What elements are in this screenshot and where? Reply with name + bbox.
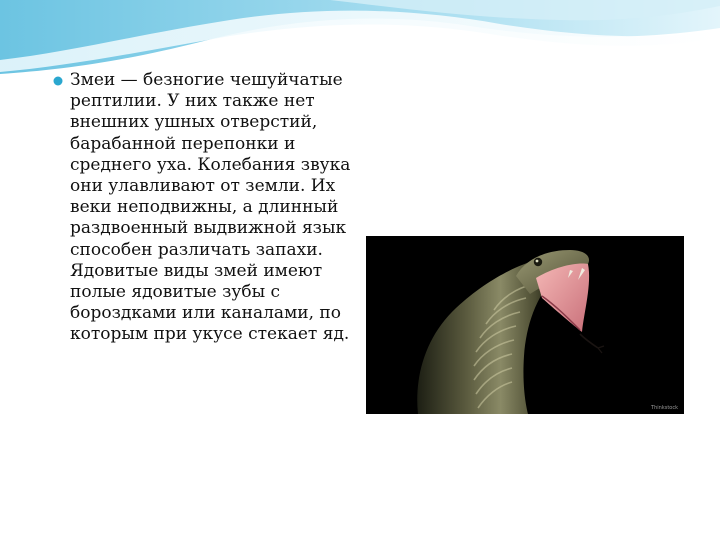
cobra-image xyxy=(366,236,684,414)
header-wave-decoration xyxy=(0,0,720,80)
snake-photo xyxy=(366,236,684,414)
bullet-item xyxy=(52,70,352,346)
paragraph-text: Змеи — безногие чешуйчатые рептилии. У них также нет внешних ушных отверстий, барабанной перепонки и среднего уха. Колебания звука они улавливают от земли. Их веки неподвижны, а длинный раздвоенный выдвижной язык способен различать запахи. Ядовитые виды змей имеют полые ядовитые зубы с бороздками или каналами, по которым при укусе стекает яд. xyxy=(70,70,351,345)
bullet-icon xyxy=(52,75,64,87)
text-block xyxy=(52,70,352,346)
photo-credit: Thinkstock xyxy=(651,405,678,411)
